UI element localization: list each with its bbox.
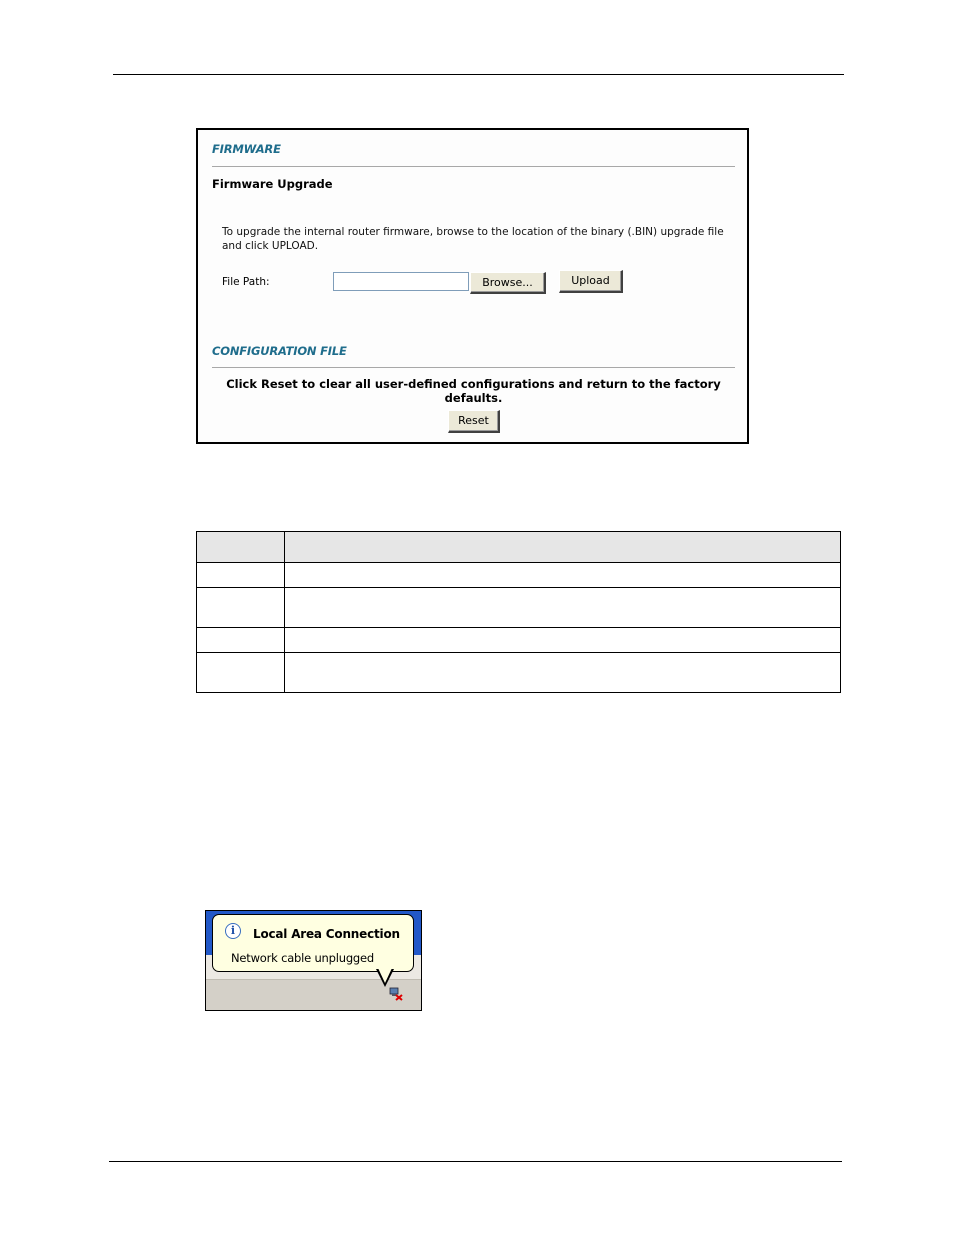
info-icon: i (225, 923, 241, 939)
configuration-file-section-title: CONFIGURATION FILE (212, 344, 347, 358)
table-cell (197, 563, 285, 588)
file-path-label: File Path: (222, 276, 270, 288)
balloon-message: Network cable unplugged (231, 951, 375, 965)
reset-instructions: Click Reset to clear all user-defined configurations and return to the factory defaults. (226, 377, 721, 405)
footer-rule (109, 1161, 842, 1162)
firmware-screen (196, 128, 749, 444)
table-row (197, 563, 841, 588)
table-cell (285, 653, 841, 693)
balloon-title: Local Area Connection (253, 927, 400, 941)
firmware-section-title: FIRMWARE (212, 142, 281, 156)
section-divider (212, 367, 735, 368)
file-path-input[interactable] (333, 272, 469, 291)
table-header-row (197, 532, 841, 563)
table-row (197, 653, 841, 693)
table-cell (197, 588, 285, 628)
table-cell (285, 628, 841, 653)
table-cell (197, 628, 285, 653)
table-cell (285, 588, 841, 628)
header-rule (113, 74, 844, 75)
browse-button[interactable]: Browse... (470, 272, 546, 294)
table-cell (197, 653, 285, 693)
tray-notification-screenshot (205, 910, 422, 1011)
section-divider (212, 166, 735, 167)
table-header-cell (285, 532, 841, 563)
upgrade-instructions: To upgrade the internal router firmware, browse to the location of the binary (.BIN) upgrade file and click UPLOAD. (222, 226, 724, 252)
notification-balloon[interactable] (212, 914, 414, 972)
description-table (196, 531, 841, 693)
balloon-tail-fill (378, 968, 392, 983)
table-cell (285, 563, 841, 588)
table-header-cell (197, 532, 285, 563)
reset-button[interactable]: Reset (448, 410, 500, 433)
table-row (197, 628, 841, 653)
firmware-upgrade-heading: Firmware Upgrade (212, 177, 333, 191)
table-row (197, 588, 841, 628)
upload-button[interactable]: Upload (559, 270, 623, 293)
network-disconnected-icon[interactable] (389, 987, 403, 1001)
